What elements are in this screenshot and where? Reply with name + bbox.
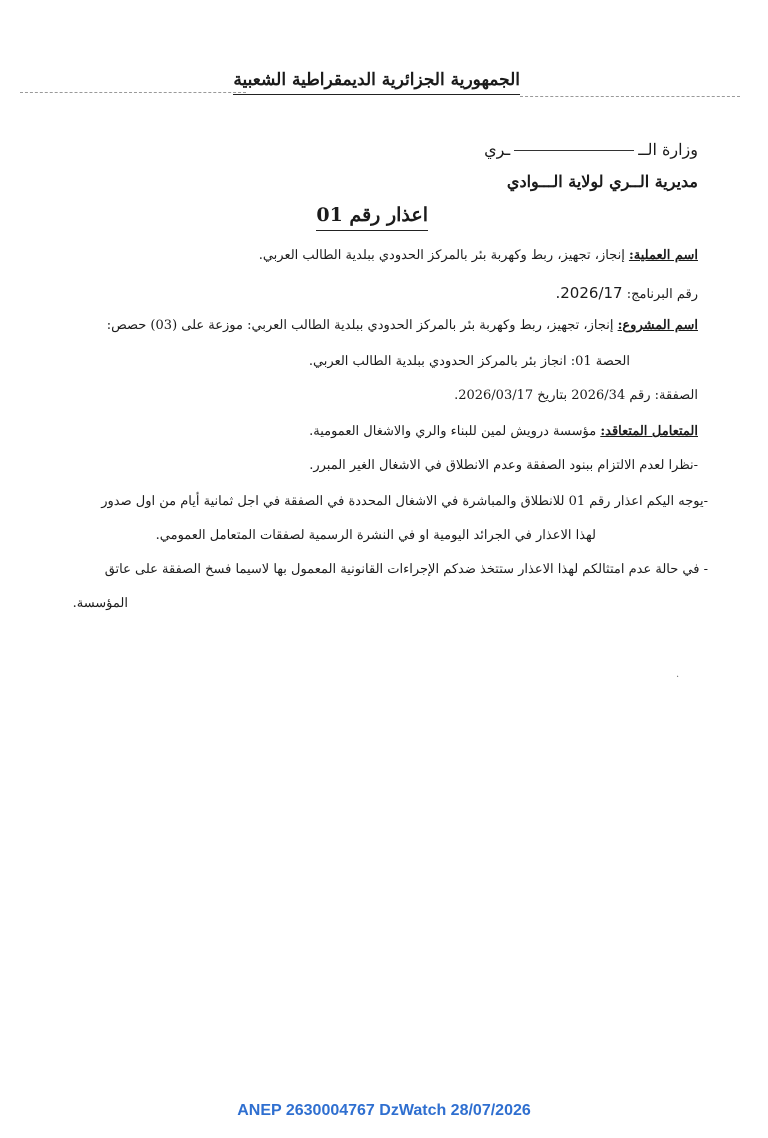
project-label: اسم المشروع: xyxy=(617,318,698,333)
project-row xyxy=(107,318,698,333)
program-value: 2026/17. xyxy=(555,284,623,302)
directorate-line: مديرية الــري لولاية الـــوادي xyxy=(506,172,698,191)
scan-speck: · xyxy=(676,672,680,683)
contractor-row xyxy=(309,424,698,439)
program-label: رقم البرنامج: xyxy=(626,287,698,302)
paragraph-notice-line2: لهذا الاعذار في الجرائد اليومية او في النشرة الرسمية لصفقات المتعامل العمومي. xyxy=(155,528,596,543)
operation-row xyxy=(259,248,698,263)
deal-row xyxy=(454,388,698,403)
header-left-rule xyxy=(20,92,246,93)
paragraph-consequence-line2: المؤسسة. xyxy=(72,596,128,611)
republic-header: الجمهورية الجزائرية الديمقراطية الشعبية xyxy=(233,70,520,95)
paragraph-consequence-line1: - في حالة عدم امتثالكم لهذا الاعذار ستتخذ ضدكم الإجراءات القانونية المعمول بها لاسيما فسخ الصفقة على عاتق xyxy=(104,562,708,577)
header-right-rule xyxy=(520,96,740,97)
notice-title: اعذار رقم 01 xyxy=(316,204,428,231)
ministry-line xyxy=(484,140,698,159)
deal-value: رقم 2026/34 بتاريخ 2026/03/17. xyxy=(454,388,651,403)
ministry-prefix: وزارة الــ xyxy=(638,140,698,159)
paragraph-notice-line1: -يوجه اليكم اعذار رقم 01 للانطلاق والمباشرة في الاشغال المحددة في الصفقة في اجل ثمانية أيام من اول صدور xyxy=(101,494,708,509)
ministry-suffix: ـري xyxy=(484,140,511,159)
footer-reference: ANEP 2630004767 DzWatch 28/07/2026 xyxy=(237,1102,531,1119)
contractor-label: المتعامل المتعاقد: xyxy=(600,424,698,439)
operation-label: اسم العملية: xyxy=(628,248,698,263)
contractor-value: مؤسسة درويش لمين للبناء والري والاشغال العمومية. xyxy=(309,424,597,439)
ministry-gap xyxy=(514,150,634,151)
lot-line: الحصة 01: انجاز بئر بالمركز الحدودي ببلدية الطالب العربي. xyxy=(308,354,630,369)
deal-label: الصفقة: xyxy=(654,388,698,403)
project-value: إنجاز، تجهيز، ربط وكهربة بئر بالمركز الحدودي ببلدية الطالب العربي: موزعة على (03) حصص: xyxy=(106,318,614,333)
program-row xyxy=(555,284,698,302)
operation-value: إنجاز، تجهيز، ربط وكهربة بئر بالمركز الحدودي ببلدية الطالب العربي. xyxy=(258,248,625,263)
paragraph-reason: -نظرا لعدم الالتزام ببنود الصفقة وعدم الانطلاق في الاشغال الغير المبرر. xyxy=(309,458,698,473)
